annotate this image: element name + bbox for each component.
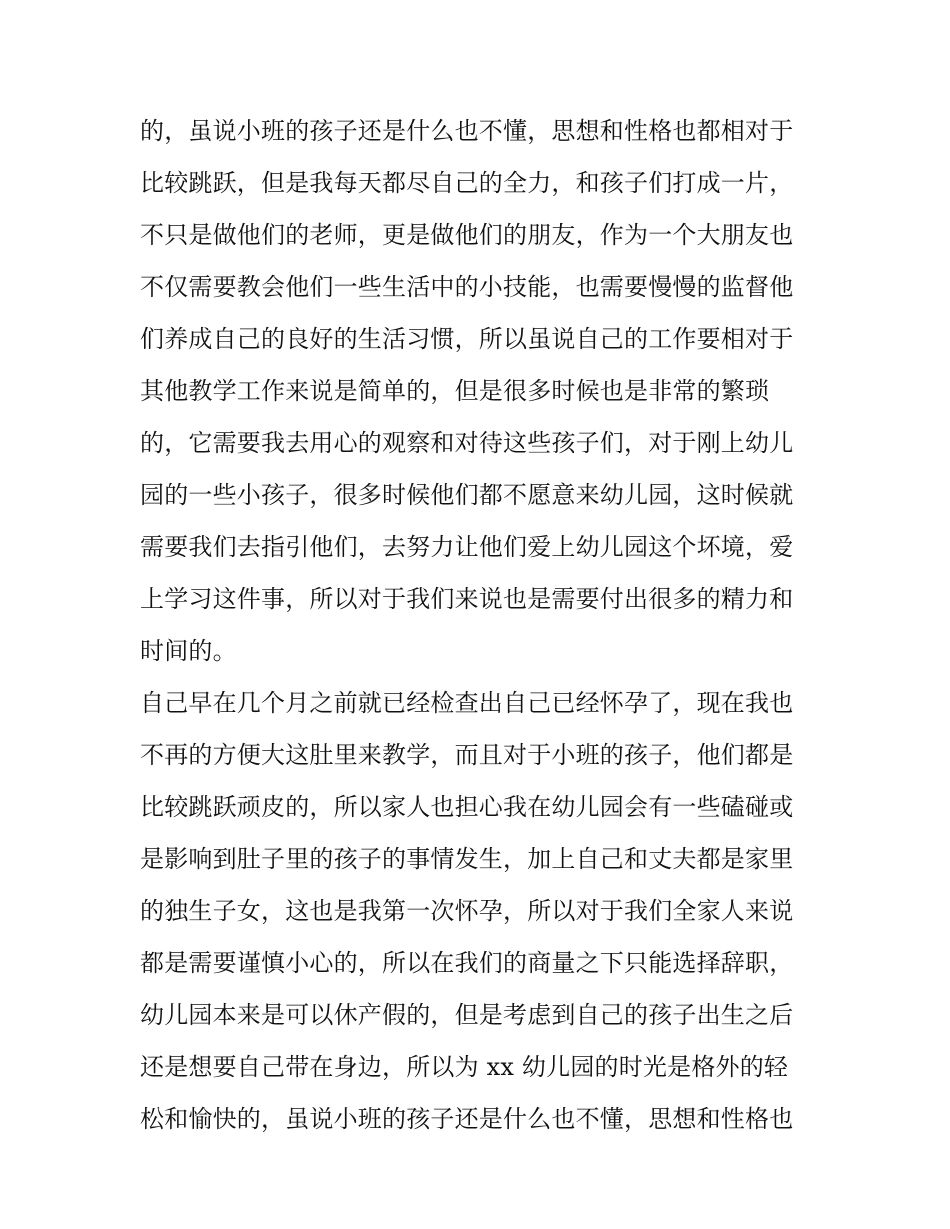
text-line: 的独生子女，这也是我第一次怀孕，所以对于我们全家人来说 [140,897,794,925]
text-line: 的，它需要我去用心的观察和对待这些孩子们，对于刚上幼儿 [140,429,794,457]
text-line: 时间的。 [140,637,237,665]
text-line: 上学习这件事，所以对于我们来说也是需要付出很多的精力和 [140,585,794,613]
text-line: 幼儿园本来是可以休产假的，但是考虑到自己的孩子出生之后 [140,1001,794,1029]
text-line: 比较跳跃顽皮的，所以家人也担心我在幼儿园会有一些磕碰或 [140,793,794,821]
text-line: 是影响到肚子里的孩子的事情发生，加上自己和丈夫都是家里 [140,845,794,873]
text-line: 都是需要谨慎小心的，所以在我们的商量之下只能选择辞职， [140,949,794,977]
body-text [140,105,820,1145]
text-line: 松和愉快的，虽说小班的孩子还是什么也不懂，思想和性格也 [140,1105,794,1133]
text-line: 还是想要自己带在身边，所以为 xx 幼儿园的时光是格外的轻 [140,1053,789,1081]
text-line: 园的一些小孩子，很多时候他们都不愿意来幼儿园，这时候就 [140,481,794,509]
text-line: 比较跳跃，但是我每天都尽自己的全力，和孩子们打成一片， [140,169,794,197]
text-line: 们养成自己的良好的生活习惯，所以虽说自己的工作要相对于 [140,325,794,353]
text-line: 自己早在几个月之前就已经检查出自己已经怀孕了，现在我也 [140,689,794,717]
text-line: 其他教学工作来说是简单的，但是很多时候也是非常的繁琐 [140,377,770,405]
text-line: 不再的方便大这肚里来教学，而且对于小班的孩子，他们都是 [140,741,794,769]
text-line: 不只是做他们的老师，更是做他们的朋友，作为一个大朋友也 [140,221,794,249]
text-line: 的，虽说小班的孩子还是什么也不懂，思想和性格也都相对于 [140,117,794,145]
text-line: 不仅需要教会他们一些生活中的小技能，也需要慢慢的监督他 [140,273,794,301]
text-line: 需要我们去指引他们，去努力让他们爱上幼儿园这个坏境，爱 [140,533,794,561]
